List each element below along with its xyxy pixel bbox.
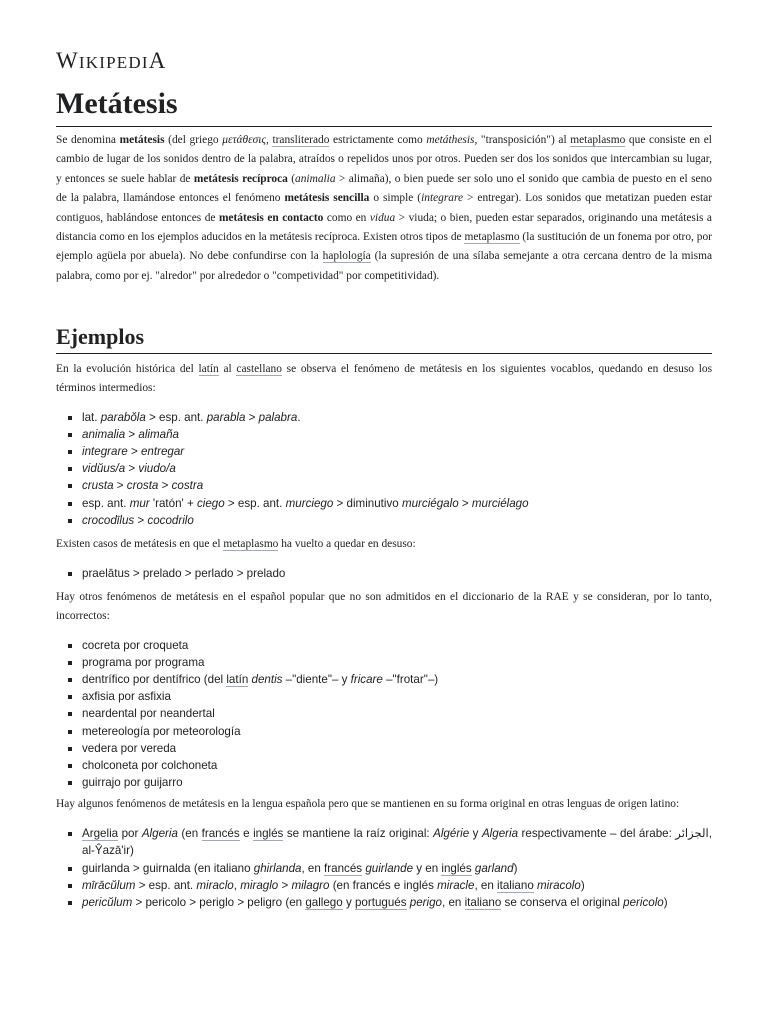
wordmark-initial: W [56, 48, 79, 73]
list-item: crocodīlus > cocodrilo [56, 512, 712, 529]
link-transliterado[interactable]: transliterado [272, 134, 330, 146]
link-latin-2[interactable]: latín [226, 673, 249, 687]
list-item: guirrajo por guijarro [56, 774, 712, 791]
list-item: esp. ant. mur 'ratón' + ciego > esp. ant. murciego > diminutivo murciégalo > murciélago [56, 495, 712, 512]
link-latin[interactable]: latín [198, 363, 219, 375]
list-item: vidŭus/a > viudo/a [56, 460, 712, 477]
paragraph-desuso: Existen casos de metátesis en que el metaplasmo ha vuelto a quedar en desuso: [56, 538, 416, 551]
list-item: integrare > entregar [56, 443, 712, 460]
list-item: Argelia por Algeria (en francés e inglés se mantiene la raíz original: Algérie y Algeria respectivamente – del árabe: الجزائر, al-Ŷazā'ir) [56, 825, 712, 859]
arabic-text: الجزائر [675, 827, 709, 841]
paragraph-incorrectos: Hay otros fenómenos de metátesis en el español popular que no son admitidos en el diccionario de la RAE y se consideran, por lo tanto, incorrectos: [56, 591, 712, 622]
section-ejemplos [56, 323, 712, 911]
list-item: cholconeta por colchoneta [56, 757, 712, 774]
list-item: cocreta por croqueta [56, 637, 712, 654]
link-ingles[interactable]: inglés [253, 827, 284, 841]
list-item: neardental por neandertal [56, 705, 712, 722]
link-italiano[interactable]: italiano [497, 878, 534, 892]
link-metaplasmo-3[interactable]: metaplasmo [223, 538, 279, 551]
paragraph-latino: Hay algunos fenómenos de metátesis en la lengua española pero que se mantienen en su forma original en otras lenguas de origen latino: [56, 798, 680, 811]
link-frances[interactable]: francés [201, 827, 240, 841]
link-frances-2[interactable]: francés [324, 861, 363, 875]
wordmark-final: A [148, 48, 167, 73]
list-item: mīrācŭlum > esp. ant. miraclo, miraglo > milagro (en francés e inglés miracle, en italiano miracolo) [56, 877, 712, 894]
wordmark-middle: IKIPEDI [78, 53, 149, 72]
list-item: metereología por meteorología [56, 723, 712, 740]
link-italiano-2[interactable]: italiano [464, 896, 502, 910]
link-portugues[interactable]: portugués [354, 896, 407, 910]
list-latino [56, 825, 712, 911]
list-evolution-examples [56, 409, 712, 529]
list-item: animalia > alimaña [56, 426, 712, 443]
page-title: Metátesis [56, 86, 712, 127]
list-item: dentrífico por dentífrico (del latín dentis –"diente"– y fricare –"frotar"–) [56, 671, 712, 688]
section-heading-ejemplos: Ejemplos [56, 323, 712, 354]
list-item: crusta > crosta > costra [56, 477, 712, 494]
link-argelia[interactable]: Argelia [82, 827, 119, 841]
link-ingles-2[interactable]: inglés [441, 861, 472, 875]
wikipedia-wordmark[interactable] [56, 48, 167, 74]
link-gallego[interactable]: gallego [305, 896, 343, 910]
link-metaplasmo-2[interactable]: metaplasmo [464, 231, 520, 244]
list-incorrectos [56, 637, 712, 792]
paragraph-evolucion: En la evolución histórica del latín al castellano se observa el fenómeno de metátesis en los siguientes vocablos, quedando en desuso los términos intermedios: [56, 363, 713, 394]
list-item: programa por programa [56, 654, 712, 671]
link-castellano[interactable]: castellano [236, 363, 282, 375]
list-item: vedera por vereda [56, 740, 712, 757]
link-metaplasmo[interactable]: metaplasmo [570, 134, 626, 146]
list-item: pericŭlum > pericolo > periglo > peligro (en gallego y portugués perigo, en italiano se conserva el original pericolo) [56, 894, 712, 911]
list-desuso [56, 565, 712, 582]
list-item: praelātus > prelado > perlado > prelado [56, 565, 712, 582]
link-haplologia[interactable]: haplología [322, 250, 371, 263]
intro-paragraph: Se denomina metátesis (del griego μετάθεσις, transliterado estrictamente como metáthesis, "transposición") al metaplasmo que consiste en el cambio de lugar de los sonidos dentro de la palabra, atraídos o repelidos unos por otros. Pueden ser dos los sonidos que intercambian su lugar, y entonces se suele hablar de metátesis recíproca (animalia > alimaña), o bien puede ser solo uno el sonido que cambia de puesto en el seno de la palabra, llamándose entonces el fenómeno metátesis sencilla o simple (integrare > entregar). Los sonidos que metatizan pueden estar contiguos, hablándose entonces de metátesis en contacto como en vidua > viuda; o bien, pueden estar separados, originando una metátesis a distancia como en los ejemplos aducidos en la metátesis recíproca. Existen otros tipos de metaplasmo (la sustitución de un fonema por otro, por ejemplo agüela por abuela). No debe confundirse con la haplología (la supresión de una sílaba semejante a otra cercana dentro de la misma palabra, como por ej. "alredor" por alrededor o "competividad" por competitividad). [56, 134, 713, 282]
list-item: axfisia por asfixia [56, 688, 712, 705]
list-item: lat. parabŏla > esp. ant. parabla > palabra. [56, 409, 712, 426]
list-item: guirlanda > guirnalda (en italiano ghirlanda, en francés guirlande y en inglés garland) [56, 860, 712, 877]
